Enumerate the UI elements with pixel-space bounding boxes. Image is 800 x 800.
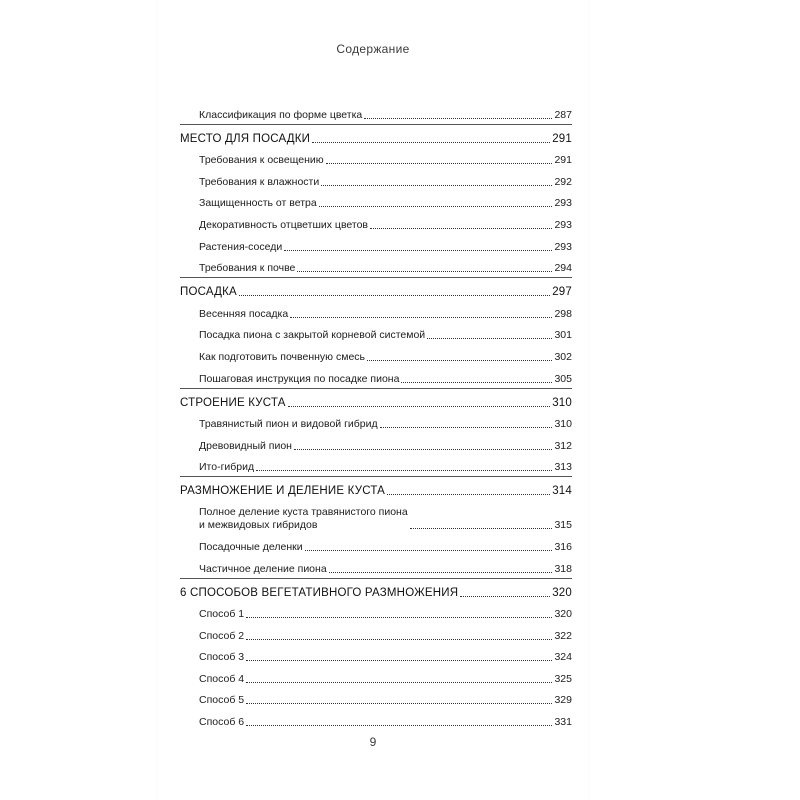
entry-title: Как подготовить почвенную смесь bbox=[199, 350, 366, 363]
entry-page-number: 313 bbox=[554, 461, 572, 474]
entry-title: Способ 6 bbox=[199, 716, 245, 729]
dot-leader bbox=[312, 142, 550, 143]
entry-page-number: 325 bbox=[554, 672, 572, 685]
entry-title: Пошаговая инструкция по посадке пиона bbox=[199, 372, 400, 385]
entry-page-number: 301 bbox=[554, 329, 572, 342]
toc-section-entry bbox=[180, 578, 572, 602]
toc-entry bbox=[180, 534, 572, 556]
entry-title: Полное деление куста травянистого пиона и межвидовых гибридов bbox=[199, 506, 408, 532]
entry-title: Способ 4 bbox=[199, 672, 245, 685]
toc-entry bbox=[180, 212, 572, 234]
entry-page-number: 320 bbox=[554, 608, 572, 621]
entry-page-number: 329 bbox=[554, 694, 572, 707]
entry-page-number: 291 bbox=[554, 154, 572, 167]
entry-page-number: 318 bbox=[554, 562, 572, 575]
entry-page-number: 298 bbox=[554, 307, 572, 320]
entry-page-number: 316 bbox=[554, 540, 572, 553]
dot-leader bbox=[246, 682, 552, 683]
entry-title: Посадочные деленки bbox=[199, 540, 303, 553]
entry-title: Способ 3 bbox=[199, 651, 245, 664]
entry-title: Ито-гибрид bbox=[199, 461, 255, 474]
entry-page-number: 291 bbox=[552, 132, 572, 145]
entry-title: Декоративность отцветших цветов bbox=[199, 218, 369, 231]
dot-leader bbox=[290, 317, 552, 318]
entry-page-number: 314 bbox=[552, 485, 572, 498]
entry-page-number: 324 bbox=[554, 651, 572, 664]
entry-title: 6 СПОСОБОВ ВЕГЕТАТИВНОГО РАЗМНОЖЕНИЯ bbox=[180, 586, 459, 599]
page-number: 9 bbox=[369, 735, 377, 749]
toc-entry bbox=[180, 455, 572, 477]
entry-page-number: 322 bbox=[554, 629, 572, 642]
dot-leader bbox=[427, 338, 552, 339]
dot-leader bbox=[246, 639, 552, 640]
dot-leader bbox=[246, 660, 552, 661]
entry-page-number: 305 bbox=[554, 372, 572, 385]
toc-entry bbox=[180, 234, 572, 256]
entry-page-number: 320 bbox=[552, 586, 572, 599]
toc-entry bbox=[180, 102, 572, 124]
dot-leader bbox=[367, 360, 552, 361]
toc-entry bbox=[180, 148, 572, 170]
dot-leader bbox=[246, 617, 552, 618]
entry-title: Посадка пиона с закрытой корневой системой bbox=[199, 329, 426, 342]
toc-entry bbox=[180, 191, 572, 213]
entry-title: Способ 5 bbox=[199, 694, 245, 707]
toc-entry bbox=[180, 556, 572, 578]
entry-title: Требования к влажности bbox=[199, 175, 320, 188]
entry-page-number: 310 bbox=[552, 396, 572, 409]
dot-leader bbox=[326, 163, 553, 164]
toc-entry bbox=[180, 256, 572, 278]
table-of-contents bbox=[180, 102, 572, 731]
entry-title: МЕСТО ДЛЯ ПОСАДКИ bbox=[180, 132, 311, 145]
dot-leader bbox=[294, 449, 552, 450]
entry-page-number: 310 bbox=[554, 418, 572, 431]
entry-title: РАЗМНОЖЕНИЕ И ДЕЛЕНИЕ КУСТА bbox=[180, 485, 386, 498]
toc-entry bbox=[180, 645, 572, 667]
entry-page-number: 292 bbox=[554, 175, 572, 188]
entry-page-number: 293 bbox=[554, 240, 572, 253]
entry-title: Требования к освещению bbox=[199, 154, 324, 167]
dot-leader bbox=[321, 185, 552, 186]
dot-leader bbox=[246, 703, 552, 704]
toc-section-entry bbox=[180, 388, 572, 412]
entry-title: Частичное деление пиона bbox=[199, 562, 327, 575]
toc-entry bbox=[180, 366, 572, 388]
toc-entry bbox=[180, 433, 572, 455]
dot-leader bbox=[387, 494, 550, 495]
dot-leader bbox=[380, 427, 553, 428]
dot-leader bbox=[288, 406, 551, 407]
dot-leader bbox=[401, 382, 552, 383]
entry-page-number: 293 bbox=[554, 197, 572, 210]
toc-section-entry bbox=[180, 124, 572, 148]
entry-page-number: 312 bbox=[554, 439, 572, 452]
entry-title: Способ 2 bbox=[199, 629, 245, 642]
dot-leader bbox=[329, 572, 553, 573]
dot-leader bbox=[256, 470, 552, 471]
toc-entry bbox=[180, 602, 572, 624]
entry-page-number: 302 bbox=[554, 350, 572, 363]
entry-page-number: 287 bbox=[554, 108, 572, 121]
toc-entry bbox=[180, 412, 572, 434]
entry-title: Растения-соседи bbox=[199, 240, 283, 253]
book-page bbox=[158, 0, 588, 800]
entry-title: Классификация по форме цветка bbox=[199, 108, 363, 121]
toc-entry bbox=[180, 169, 572, 191]
toc-entry bbox=[180, 709, 572, 731]
dot-leader bbox=[297, 271, 552, 272]
dot-leader bbox=[370, 228, 552, 229]
entry-title: СТРОЕНИЕ КУСТА bbox=[180, 396, 286, 409]
entry-title: Весенняя посадка bbox=[199, 307, 289, 320]
entry-title: Травянистый пион и видовой гибрид bbox=[199, 418, 378, 431]
entry-page-number: 315 bbox=[554, 519, 572, 532]
entry-page-number: 297 bbox=[552, 286, 572, 299]
toc-entry bbox=[180, 623, 572, 645]
dot-leader bbox=[410, 528, 553, 529]
dot-leader bbox=[284, 250, 552, 251]
running-head: Содержание bbox=[336, 42, 410, 56]
entry-title: Способ 1 bbox=[199, 608, 245, 621]
entry-page-number: 294 bbox=[554, 262, 572, 275]
entry-title: Требования к почве bbox=[199, 262, 296, 275]
toc-entry bbox=[180, 500, 572, 534]
entry-page-number: 293 bbox=[554, 218, 572, 231]
dot-leader bbox=[246, 725, 552, 726]
entry-title: ПОСАДКА bbox=[180, 286, 237, 299]
dot-leader bbox=[239, 295, 550, 296]
toc-entry bbox=[180, 666, 572, 688]
toc-section-entry bbox=[180, 277, 572, 301]
entry-title: Защищенность от ветра bbox=[199, 197, 317, 210]
toc-entry bbox=[180, 344, 572, 366]
dot-leader bbox=[319, 206, 553, 207]
entry-title: Древовидный пион bbox=[199, 439, 292, 452]
toc-section-entry bbox=[180, 476, 572, 500]
toc-entry bbox=[180, 323, 572, 345]
dot-leader bbox=[364, 118, 552, 119]
toc-entry bbox=[180, 688, 572, 710]
toc-entry bbox=[180, 301, 572, 323]
entry-page-number: 331 bbox=[554, 716, 572, 729]
dot-leader bbox=[305, 550, 553, 551]
dot-leader bbox=[460, 596, 550, 597]
